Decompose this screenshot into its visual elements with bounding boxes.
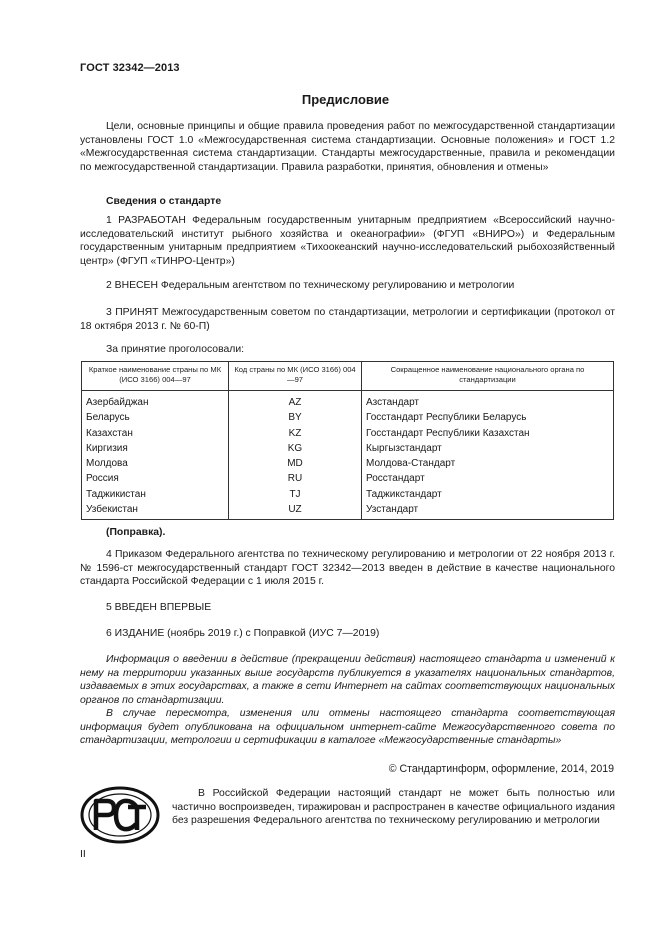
column-header-body: Сокращенное наименование национального органа по стандартизации	[362, 362, 614, 391]
table-row	[82, 471, 614, 486]
info-paragraph-revision: В случае пересмотра, изменения или отмены настоящего стандарта соответствующая информация будет опубликована на официальном интернет-сайте Межгосударственного совета по стандартизации, метрологии и сертификации в каталоге «Межгосударственные стандарты»	[80, 708, 615, 746]
country-cell: Киргизия	[82, 441, 229, 456]
item-first-time: 5 ВВЕДЕН ВПЕРВЫЕ	[106, 602, 212, 613]
code-cell: BY	[229, 410, 362, 425]
code-cell: MD	[229, 456, 362, 471]
table-row	[82, 441, 614, 456]
voted-label: За принятие проголосовали:	[106, 344, 245, 355]
page-number: II	[80, 848, 86, 860]
table-row	[82, 456, 614, 471]
item-edition: 6 ИЗДАНИЕ (ноябрь 2019 г.) с Поправкой (ИУС 7—2019)	[106, 628, 380, 639]
item-order: 4 Приказом Федерального агентства по техническому регулированию и метрологии от 22 ноября 2013 г. № 1596-ст межгосударственный стандарт ГОСТ 32342—2013 введен в действие в качестве национального стандарта Российской Федерации с 1 июля 2015 г.	[80, 549, 615, 587]
item-developed: 1 РАЗРАБОТАН Федеральным государственным унитарным предприятием «Всероссийский научно-исследовательский институт рыбного хозяйства и океанографии» (ФГУП «ВНИРО») и Федеральным государственным унитарным предприятием «Тихоокеанский научно-исследовательский рыбохозяйственный центр» (ФГУП «ТИНРО-Центр»)	[80, 215, 615, 267]
info-paragraph-publication: Информация о введении в действие (прекращении действия) настоящего стандарта и изменений к нему на территории указанных выше государств публикуется в указателях национальных стандартов, издаваемых в этих государствах, а также в сети Интернет на сайтах соответствующих национальных органов по стандартизации.	[80, 654, 615, 706]
country-cell: Азербайджан	[82, 391, 229, 411]
body-cell: Росстандарт	[362, 471, 614, 486]
body-cell: Узстандарт	[362, 502, 614, 520]
code-cell: AZ	[229, 391, 362, 411]
item-adopted: 3 ПРИНЯТ Межгосударственным советом по стандартизации, метрологии и сертификации (протокол от 18 октября 2013 г. № 60-П)	[80, 307, 615, 332]
page-title: Предисловие	[301, 92, 390, 107]
column-header-code: Код страны по МК (ИСО 3166) 004—97	[229, 362, 362, 391]
voting-table-container	[81, 361, 614, 520]
code-cell: KZ	[229, 426, 362, 441]
copyright-line: © Стандартинформ, оформление, 2014, 2019	[388, 763, 614, 775]
intro-paragraph: Цели, основные принципы и общие правила проведения работ по межгосударственной стандартизации установлены ГОСТ 1.0 «Межгосударственная система стандартизации. Основные положения» и ГОСТ 1.2 «Межгосударственная система стандартизации. Стандарты межгосударственные, правила и рекомендации по межгосударственной стандартизации. Правила разработки, принятия, обновления и отмены»	[80, 121, 615, 173]
body-cell: Госстандарт Республики Казахстан	[362, 426, 614, 441]
voting-table	[81, 361, 614, 520]
info-block	[80, 653, 615, 748]
table-row	[82, 391, 614, 411]
item-introduced: 2 ВНЕСЕН Федеральным агентством по техническому регулированию и метрологии	[106, 280, 515, 291]
table-header-row	[82, 362, 614, 391]
code-cell: RU	[229, 471, 362, 486]
body-cell: Молдова-Стандарт	[362, 456, 614, 471]
code-cell: KG	[229, 441, 362, 456]
table-row	[82, 410, 614, 425]
amendment-note: (Поправка).	[106, 527, 166, 538]
column-header-country: Краткое наименование страны по МК (ИСО 3166) 004—97	[82, 362, 229, 391]
rst-certification-mark-icon	[80, 786, 160, 844]
body-cell: Азстандарт	[362, 391, 614, 411]
body-cell: Кыргызстандарт	[362, 441, 614, 456]
code-cell: TJ	[229, 487, 362, 502]
country-cell: Россия	[82, 471, 229, 486]
country-cell: Узбекистан	[82, 502, 229, 520]
table-row	[82, 487, 614, 502]
body-cell: Таджикстандарт	[362, 487, 614, 502]
country-cell: Молдова	[82, 456, 229, 471]
country-cell: Казахстан	[82, 426, 229, 441]
section-heading: Сведения о стандарте	[106, 196, 222, 207]
copyright-notice: В Российской Федерации настоящий стандарт не может быть полностью или частично воспроизведен, тиражирован и распространен в качестве официального издания без разрешения Федерального агентства по техническому регулированию и метрологии	[172, 788, 615, 826]
table-row	[82, 426, 614, 441]
code-cell: UZ	[229, 502, 362, 520]
standard-code-header: ГОСТ 32342—2013	[80, 62, 180, 74]
country-cell: Беларусь	[82, 410, 229, 425]
body-cell: Госстандарт Республики Беларусь	[362, 410, 614, 425]
table-row	[82, 502, 614, 520]
country-cell: Таджикистан	[82, 487, 229, 502]
